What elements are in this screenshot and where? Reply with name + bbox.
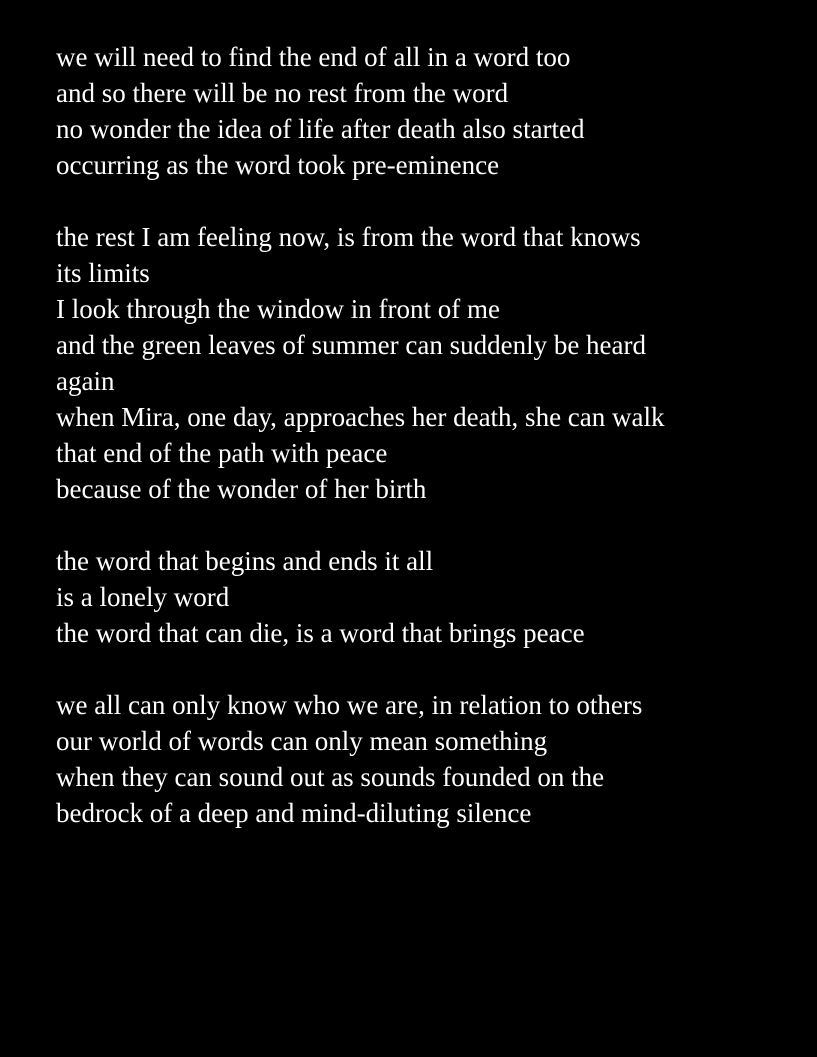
poem-line: is a lonely word [56,582,230,612]
poem-line: occurring as the word took pre-eminence [56,150,500,180]
poem-line: again [56,366,115,396]
poem-line: the rest I am feeling now, is from the word that knows [56,222,641,252]
stanza-1 [56,39,811,183]
poem-line: that end of the path with peace [56,438,388,468]
poem-line: no wonder the idea of life after death also started [56,114,585,144]
poem-line: I look through the window in front of me [56,294,500,324]
poem-text [56,39,811,867]
poem-line: when Mira, one day, approaches her death, she can walk [56,402,665,432]
poem-line: its limits [56,258,150,288]
stanza-4 [56,687,811,831]
poem-line: the word that begins and ends it all [56,546,434,576]
poem-line: we will need to find the end of all in a word too [56,42,571,72]
stanza-2 [56,219,811,507]
stanza-3 [56,543,811,651]
poem-line: when they can sound out as sounds founded on the [56,762,605,792]
poem-line: bedrock of a deep and mind-diluting silence [56,798,532,828]
poem-line: and so there will be no rest from the word [56,78,509,108]
poem-line: our world of words can only mean something [56,726,548,756]
poem-line: the word that can die, is a word that brings peace [56,618,585,648]
poem-line: and the green leaves of summer can suddenly be heard [56,330,647,360]
poem-line: we all can only know who we are, in relation to others [56,690,643,720]
poem-line: because of the wonder of her birth [56,474,427,504]
